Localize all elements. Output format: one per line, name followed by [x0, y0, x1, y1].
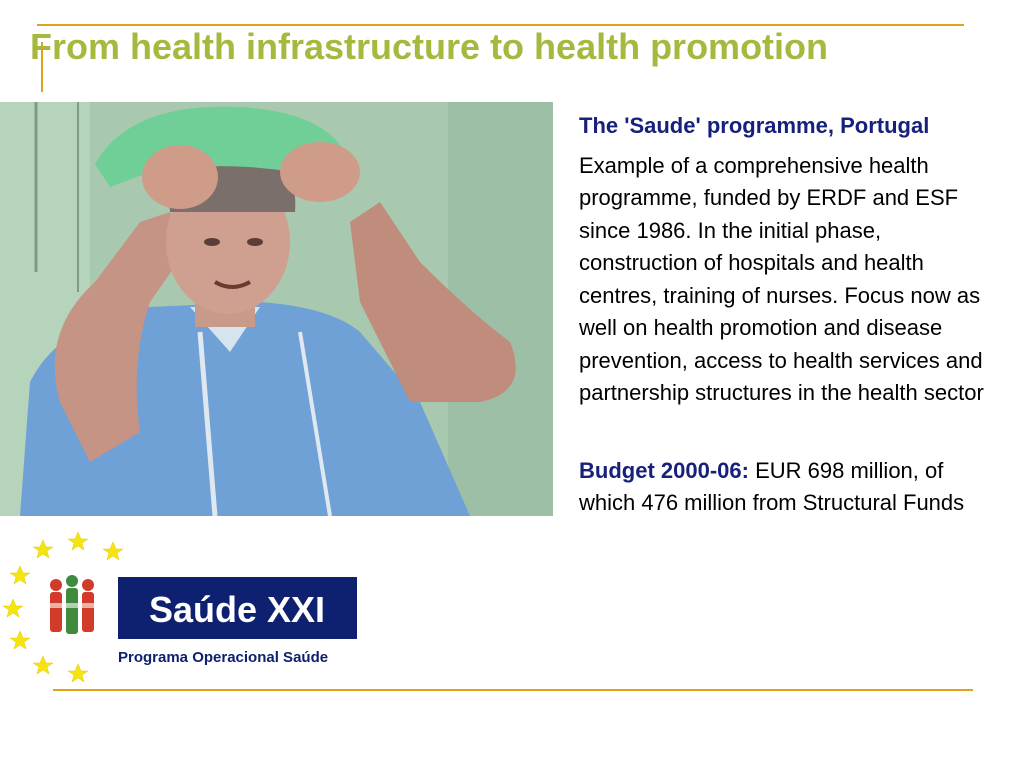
programme-heading: The 'Saude' programme, Portugal: [579, 113, 930, 138]
budget-paragraph: [579, 455, 1004, 520]
logo-subtitle: Programa Operacional Saúde: [118, 649, 329, 666]
text-column: [579, 110, 1004, 520]
programme-description: Example of a comprehensive health programme, funded by ERDF and ESF since 1986. In the initial phase, construction of hospitals and health centres, training of nurses. Focus now as well on health promotion and disease prevention, access to health services and partnership structures in the health sector: [579, 152, 984, 405]
photo-illustration: [0, 102, 553, 516]
surgeon-photo: [0, 102, 553, 516]
slide-title: From health infrastructure to health promotion: [30, 26, 829, 67]
logo-name: Saúde XXI: [148, 589, 326, 630]
budget-label: Budget 2000-06:: [579, 457, 749, 483]
people-figures-icon: [48, 575, 98, 634]
logo-graphic: [0, 525, 430, 690]
budget-text: EUR 698 million, of which 476 million from Structural Funds: [579, 457, 965, 515]
saude-xxi-logo: [0, 525, 430, 690]
bottom-accent-rule: [53, 689, 973, 691]
